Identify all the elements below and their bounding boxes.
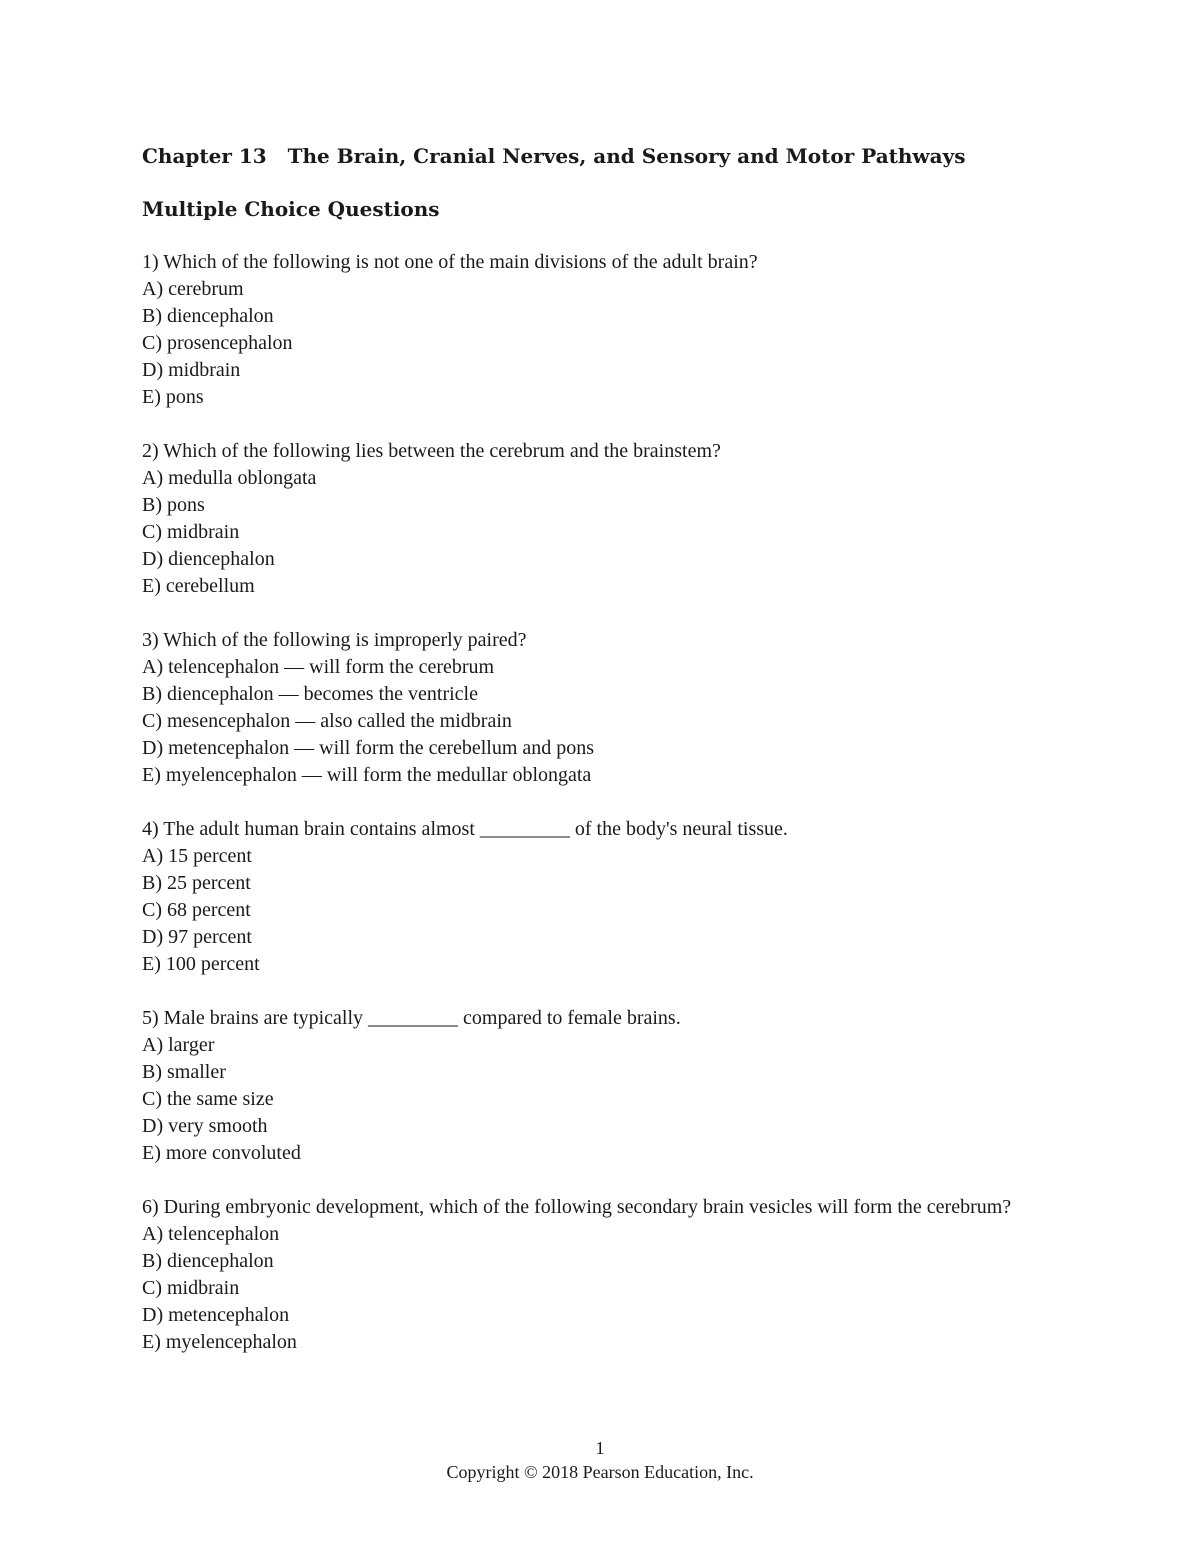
answer-option: D) 97 percent: [142, 926, 252, 948]
answer-option: D) metencephalon — will form the cerebellum and pons: [142, 737, 595, 759]
answer-option: B) diencephalon: [142, 1250, 274, 1272]
answer-option: E) myelencephalon — will form the medullar oblongata: [142, 764, 592, 786]
answer-option: B) 25 percent: [142, 872, 251, 894]
answer-option: E) more convoluted: [142, 1142, 301, 1164]
question-text: 5) Male brains are typically _________ compared to female brains.: [142, 1007, 681, 1029]
chapter-title: Chapter 13 The Brain, Cranial Nerves, and Sensory and Motor Pathways: [142, 144, 966, 168]
answer-option: E) 100 percent: [142, 953, 260, 975]
answer-option: A) 15 percent: [142, 845, 252, 867]
question-text: 3) Which of the following is improperly paired?: [142, 629, 527, 651]
answer-option: A) telencephalon — will form the cerebrum: [142, 656, 495, 678]
question: [142, 1005, 1082, 1167]
answer-option: D) very smooth: [142, 1115, 268, 1137]
answer-option: C) 68 percent: [142, 899, 251, 921]
question: [142, 438, 1082, 600]
answer-option: A) medulla oblongata: [142, 467, 317, 489]
answer-option: B) diencephalon: [142, 305, 274, 327]
answer-option: C) mesencephalon — also called the midbrain: [142, 710, 512, 732]
answer-option: E) myelencephalon: [142, 1331, 297, 1353]
answer-option: C) the same size: [142, 1088, 274, 1110]
answer-option: B) smaller: [142, 1061, 226, 1083]
answer-option: C) midbrain: [142, 521, 240, 543]
answer-option: D) midbrain: [142, 359, 241, 381]
answer-option: C) prosencephalon: [142, 332, 293, 354]
question: [142, 1194, 1082, 1356]
answer-option: C) midbrain: [142, 1277, 240, 1299]
answer-option: B) diencephalon — becomes the ventricle: [142, 683, 478, 705]
question: [142, 249, 1082, 411]
question-text: 4) The adult human brain contains almost _________ of the body's neural tissue.: [142, 818, 788, 840]
copyright-notice: Copyright © 2018 Pearson Education, Inc.: [446, 1462, 754, 1482]
question-text: 2) Which of the following lies between the cerebrum and the brainstem?: [142, 440, 721, 462]
answer-option: A) telencephalon: [142, 1223, 280, 1245]
answer-option: E) pons: [142, 386, 204, 408]
answer-option: E) cerebellum: [142, 575, 255, 597]
question-text: 1) Which of the following is not one of the main divisions of the adult brain?: [142, 251, 758, 273]
answer-option: B) pons: [142, 494, 205, 516]
question-text: 6) During embryonic development, which of the following secondary brain vesicles will form the cerebrum?: [142, 1196, 1012, 1218]
question: [142, 627, 1082, 789]
document-page: [142, 142, 1082, 1383]
page-number: 1: [595, 1438, 605, 1458]
answer-option: A) cerebrum: [142, 278, 244, 300]
answer-option: A) larger: [142, 1034, 215, 1056]
answer-option: D) diencephalon: [142, 548, 275, 570]
section-title: Multiple Choice Questions: [142, 197, 440, 221]
answer-option: D) metencephalon: [142, 1304, 290, 1326]
question: [142, 816, 1082, 978]
